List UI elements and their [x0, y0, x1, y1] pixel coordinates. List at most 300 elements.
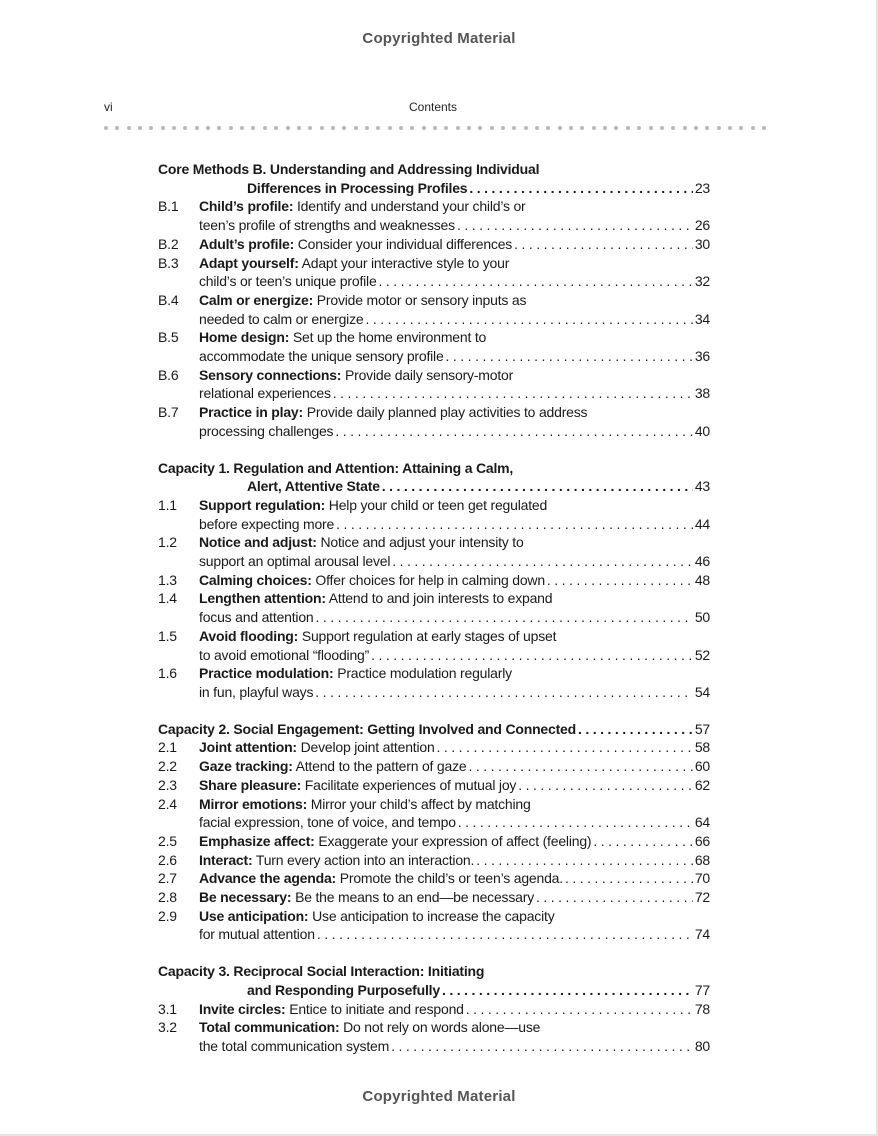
entry-line — [199, 347, 710, 366]
entry-number: B.4 — [158, 291, 179, 308]
rule-dot — [478, 126, 482, 130]
toc-entry — [158, 738, 710, 757]
rule-dot — [127, 126, 131, 130]
entry-body — [199, 1000, 710, 1019]
entry-text: teen’s profile of strengths and weaknesses — [199, 217, 455, 234]
entry-line-text — [199, 888, 534, 907]
dot-leader — [365, 310, 692, 329]
dot-leader — [379, 272, 693, 291]
rule-dot — [331, 126, 335, 130]
rule-dot — [195, 126, 199, 130]
entry-number: 2.1 — [158, 739, 177, 756]
page-ref: 70 — [694, 870, 710, 887]
page-ref: 68 — [694, 851, 710, 868]
entry-line — [199, 571, 710, 590]
entry-number: B.7 — [158, 404, 179, 421]
dot-leader — [518, 776, 693, 795]
entry-text: Notice and adjust your intensity to — [320, 534, 524, 551]
page-ref: 32 — [694, 273, 710, 290]
dot-leader — [536, 888, 693, 907]
entry-keyword: Calming choices: — [199, 571, 312, 588]
entry-line-text — [199, 738, 435, 757]
entry-body — [199, 776, 710, 795]
toc-entry — [158, 589, 710, 626]
entry-line — [199, 738, 710, 757]
entry-keyword: Total communication: — [199, 1019, 340, 1036]
entry-line — [199, 589, 710, 608]
entry-keyword: Be necessary: — [199, 889, 292, 906]
entry-number: 1.4 — [158, 590, 177, 607]
entry-text: Exaggerate your expression of affect (feeling) — [318, 832, 592, 849]
rule-dot — [535, 126, 539, 130]
dot-leader — [458, 813, 693, 832]
toc-entry — [158, 776, 710, 795]
page-ref: 23 — [694, 179, 710, 196]
entry-text: Mirror your child’s affect by matching — [310, 795, 531, 812]
rule-dot — [320, 126, 324, 130]
entry-line — [199, 1000, 710, 1019]
page-ref: 57 — [694, 720, 710, 737]
entry-line-text — [199, 1000, 464, 1019]
entry-text: Practice modulation regularly — [337, 665, 512, 682]
dot-leader — [336, 515, 693, 534]
entry-number: 3.1 — [158, 1000, 177, 1017]
entry-line — [199, 795, 710, 814]
entry-keyword: Calm or energize: — [199, 291, 314, 308]
copyright-watermark-bottom: Copyrighted Material — [362, 1088, 516, 1105]
rule-dot — [694, 126, 698, 130]
section-title: Capacity 2. Social Engagement: Getting Involved and Connected — [158, 720, 576, 737]
entry-body — [199, 757, 710, 776]
dot-leader — [565, 869, 693, 888]
rule-dot — [649, 126, 653, 130]
entry-line — [199, 851, 710, 870]
entry-text: relational experiences — [199, 385, 331, 402]
toc-section — [158, 962, 710, 1056]
entry-line — [199, 384, 710, 403]
entry-number: 2.4 — [158, 795, 177, 812]
page-ref: 50 — [694, 609, 710, 626]
entry-line — [199, 291, 710, 310]
entry-body — [199, 366, 710, 403]
section-title-row — [158, 981, 710, 1000]
entry-text: Help your child or teen get regulated — [328, 496, 548, 513]
rule-dot — [422, 126, 426, 130]
entry-keyword: Use anticipation: — [199, 907, 309, 924]
dot-leader — [333, 384, 693, 403]
entry-number: B.5 — [158, 329, 179, 346]
rule-dot — [603, 126, 607, 130]
entry-text: Identify and understand your child’s or — [296, 198, 526, 215]
entry-line — [199, 646, 710, 665]
entry-number: B.1 — [158, 198, 179, 215]
rule-dot — [217, 126, 221, 130]
page-ref: 80 — [694, 1037, 710, 1054]
rule-dot — [614, 126, 618, 130]
entry-text: for mutual attention — [199, 926, 315, 943]
entry-line — [199, 813, 710, 832]
toc-entry — [158, 235, 710, 254]
entry-number: 2.6 — [158, 851, 177, 868]
toc-entry — [158, 757, 710, 776]
rule-dot — [104, 126, 108, 130]
entry-line-text — [199, 851, 474, 870]
entry-line — [199, 515, 710, 534]
toc-entry — [158, 888, 710, 907]
entry-line — [199, 272, 710, 291]
page-ref: 43 — [694, 478, 710, 495]
entry-line — [199, 366, 710, 385]
rule-dot — [297, 126, 301, 130]
entry-body — [199, 795, 710, 832]
entry-text: Promote the child’s or teen’s agenda. — [339, 870, 563, 887]
page-ref: 30 — [694, 235, 710, 252]
entry-number: 1.1 — [158, 496, 177, 513]
page-ref: 60 — [694, 758, 710, 775]
copyright-watermark-top: Copyrighted Material — [362, 30, 516, 47]
entry-body — [199, 664, 710, 701]
dot-leader — [392, 552, 693, 571]
rule-dot — [286, 126, 290, 130]
entry-keyword: Avoid flooding: — [199, 627, 299, 644]
entry-line — [199, 403, 710, 422]
entry-line — [199, 496, 710, 515]
page-ref: 78 — [694, 1000, 710, 1017]
entry-line — [199, 197, 710, 216]
entry-number: 2.2 — [158, 758, 177, 775]
rule-dot — [433, 126, 437, 130]
rule-dot — [467, 126, 471, 130]
rule-dot — [558, 126, 562, 130]
entry-text: Attend to the pattern of gaze — [295, 758, 467, 775]
entry-body — [199, 832, 710, 851]
entry-text: Provide daily planned play activities to address — [306, 404, 588, 421]
entry-keyword: Share pleasure: — [199, 776, 302, 793]
entry-body — [199, 869, 710, 888]
entry-number: 2.3 — [158, 776, 177, 793]
rule-dot — [115, 126, 119, 130]
entry-line — [199, 1018, 710, 1037]
rule-dot — [501, 126, 505, 130]
entry-text: Attend to and join interests to expand — [328, 590, 553, 607]
entry-keyword: Home design: — [199, 329, 290, 346]
entry-text: Support regulation at early stages of upset — [301, 627, 557, 644]
entry-number: B.3 — [158, 254, 179, 271]
entry-text: Do not rely on words alone—use — [343, 1019, 541, 1036]
dot-leader — [437, 738, 693, 757]
dot-leader — [382, 477, 693, 496]
entry-line — [199, 216, 710, 235]
entry-text: Facilitate experiences of mutual joy — [304, 776, 517, 793]
entry-line — [199, 776, 710, 795]
entry-body — [199, 888, 710, 907]
rule-dot — [263, 126, 267, 130]
page-ref: 74 — [694, 926, 710, 943]
entry-body — [199, 851, 710, 870]
entry-body — [199, 235, 710, 254]
running-head: Contents — [408, 100, 458, 114]
entry-keyword: Interact: — [199, 851, 253, 868]
entry-body — [199, 738, 710, 757]
page-ref: 38 — [694, 385, 710, 402]
toc-section — [158, 720, 710, 944]
rule-dot — [762, 126, 766, 130]
entry-body — [199, 571, 710, 590]
entry-line — [199, 1037, 710, 1056]
entry-text: Provide daily sensory-motor — [344, 366, 514, 383]
page-ref: 62 — [694, 776, 710, 793]
table-of-contents — [158, 160, 710, 1074]
dot-leader — [442, 981, 693, 1000]
toc-section — [158, 160, 710, 441]
entry-keyword: Practice in play: — [199, 404, 303, 421]
entry-line — [199, 235, 710, 254]
entry-body — [199, 533, 710, 570]
rule-dot — [376, 126, 380, 130]
entry-number: 2.7 — [158, 870, 177, 887]
dot-leader — [476, 851, 693, 870]
entry-number: 1.3 — [158, 571, 177, 588]
entry-keyword: Mirror emotions: — [199, 795, 308, 812]
dot-leader — [446, 347, 693, 366]
section-title-row — [158, 720, 710, 739]
entry-keyword: Gaze tracking: — [199, 758, 293, 775]
toc-section — [158, 459, 710, 702]
section-title: and Responding Purposefully — [247, 981, 440, 998]
entry-text: Be the means to an end—be necessary — [295, 889, 534, 906]
dot-leader — [335, 422, 692, 441]
section-title: Core Methods B. Understanding and Addressing Individual — [158, 161, 540, 177]
rule-dot — [388, 126, 392, 130]
entry-line-text — [199, 757, 467, 776]
entry-text: child’s or teen’s unique profile — [199, 273, 377, 290]
entry-line — [199, 832, 710, 851]
entry-line — [199, 627, 710, 646]
rule-dot — [490, 126, 494, 130]
rule-dot — [671, 126, 675, 130]
page-ref: 54 — [694, 683, 710, 700]
page-ref: 40 — [694, 422, 710, 439]
entry-body — [199, 403, 710, 440]
entry-text: accommodate the unique sensory profile — [199, 348, 444, 365]
rule-dot — [728, 126, 732, 130]
dot-leader — [316, 608, 693, 627]
section-title: Capacity 3. Reciprocal Social Interaction: Initiating — [158, 963, 485, 980]
rule-dot — [637, 126, 641, 130]
entry-number: 1.2 — [158, 534, 177, 551]
entry-line — [199, 533, 710, 552]
rule-dot — [251, 126, 255, 130]
section-title: Differences in Processing Profiles — [247, 179, 468, 196]
entry-keyword: Practice modulation: — [199, 665, 334, 682]
dotted-rule — [104, 126, 766, 136]
entry-line — [199, 552, 710, 571]
toc-entry — [158, 496, 710, 533]
rule-dot — [229, 126, 233, 130]
toc-entry — [158, 851, 710, 870]
entry-line — [199, 310, 710, 329]
toc-entry — [158, 664, 710, 701]
page-ref: 44 — [694, 515, 710, 532]
page-ref: 46 — [694, 553, 710, 570]
entry-line-text — [199, 869, 563, 888]
rule-dot — [274, 126, 278, 130]
toc-entry — [158, 907, 710, 944]
entry-text: Provide motor or sensory inputs as — [316, 291, 527, 308]
dot-leader — [315, 683, 693, 702]
entry-line — [199, 757, 710, 776]
entry-text: focus and attention — [199, 609, 314, 626]
rule-dot — [444, 126, 448, 130]
rule-dot — [206, 126, 210, 130]
entry-text: facial expression, tone of voice, and tempo — [199, 814, 456, 831]
entry-text: the total communication system — [199, 1037, 390, 1054]
page-ref: 48 — [694, 571, 710, 588]
entry-text: Entice to initiate and respond — [289, 1000, 464, 1017]
entry-keyword: Sensory connections: — [199, 366, 342, 383]
entry-number: 3.2 — [158, 1019, 177, 1036]
entry-line-text — [199, 235, 512, 254]
entry-keyword: Notice and adjust: — [199, 534, 317, 551]
entry-body — [199, 1018, 710, 1055]
entry-body — [199, 291, 710, 328]
entry-number: 1.6 — [158, 665, 177, 682]
entry-body — [199, 907, 710, 944]
rule-dot — [161, 126, 165, 130]
rule-dot — [342, 126, 346, 130]
page-number: vi — [104, 100, 113, 114]
entry-number: B.2 — [158, 235, 179, 252]
page-ref: 26 — [694, 217, 710, 234]
toc-entry — [158, 533, 710, 570]
rule-dot — [308, 126, 312, 130]
entry-keyword: Advance the agenda: — [199, 870, 337, 887]
entry-line — [199, 254, 710, 273]
toc-entry — [158, 627, 710, 664]
rule-dot — [399, 126, 403, 130]
entry-body — [199, 496, 710, 533]
rule-dot — [660, 126, 664, 130]
rule-dot — [410, 126, 414, 130]
entry-keyword: Child’s profile: — [199, 198, 294, 215]
section-title: Capacity 1. Regulation and Attention: Attaining a Calm, — [158, 459, 514, 476]
dot-leader — [469, 757, 693, 776]
entry-line — [199, 869, 710, 888]
entry-line — [199, 907, 710, 926]
rule-dot — [739, 126, 743, 130]
rule-dot — [546, 126, 550, 130]
entry-body — [199, 328, 710, 365]
page-ref: 72 — [694, 889, 710, 906]
entry-text: processing challenges — [199, 422, 334, 439]
page-ref: 58 — [694, 739, 710, 756]
dot-leader — [469, 179, 692, 198]
rule-dot — [183, 126, 187, 130]
entry-line-text — [199, 832, 591, 851]
entry-line-text — [199, 571, 545, 590]
dot-leader — [466, 1000, 693, 1019]
toc-entry — [158, 832, 710, 851]
entry-line — [199, 925, 710, 944]
toc-entry — [158, 291, 710, 328]
toc-entry — [158, 869, 710, 888]
rule-dot — [751, 126, 755, 130]
toc-entry — [158, 328, 710, 365]
rule-dot — [138, 126, 142, 130]
entry-keyword: Adapt yourself: — [199, 254, 299, 271]
rule-dot — [626, 126, 630, 130]
entry-line — [199, 328, 710, 347]
toc-entry — [158, 795, 710, 832]
entry-text: Set up the home environment to — [292, 329, 487, 346]
rule-dot — [524, 126, 528, 130]
page-ref: 64 — [694, 814, 710, 831]
entry-text: Turn every action into an interaction. — [255, 851, 475, 868]
entry-keyword: Adult’s profile: — [199, 235, 295, 252]
rule-dot — [683, 126, 687, 130]
rule-dot — [354, 126, 358, 130]
page-ref: 36 — [694, 348, 710, 365]
entry-number: 1.5 — [158, 627, 177, 644]
dot-leader — [457, 216, 693, 235]
toc-entry — [158, 571, 710, 590]
entry-text: Adapt your interactive style to your — [301, 254, 510, 271]
entry-line — [199, 422, 710, 441]
section-title: Alert, Attentive State — [247, 478, 380, 495]
toc-entry — [158, 403, 710, 440]
entry-body — [199, 254, 710, 291]
entry-line — [199, 608, 710, 627]
dot-leader — [578, 720, 693, 739]
entry-keyword: Joint attention: — [199, 739, 297, 756]
page-ref: 77 — [694, 981, 710, 998]
rule-dot — [580, 126, 584, 130]
entry-text: Develop joint attention — [300, 739, 435, 756]
entry-keyword: Support regulation: — [199, 496, 326, 513]
rule-dot — [149, 126, 153, 130]
toc-entry — [158, 366, 710, 403]
toc-entry — [158, 1000, 710, 1019]
entry-number: 2.9 — [158, 907, 177, 924]
section-title-row — [158, 179, 710, 198]
entry-text: Consider your individual differences — [297, 235, 513, 252]
rule-dot — [717, 126, 721, 130]
entry-text: Use anticipation to increase the capacity — [312, 907, 555, 924]
entry-line — [199, 664, 710, 683]
page-ref: 34 — [694, 310, 710, 327]
entry-text: Offer choices for help in calming down — [315, 571, 545, 588]
dot-leader — [593, 832, 692, 851]
toc-entry — [158, 197, 710, 234]
toc-entry — [158, 254, 710, 291]
entry-line-text — [199, 776, 516, 795]
entry-keyword: Lengthen attention: — [199, 590, 326, 607]
rule-dot — [569, 126, 573, 130]
rule-dot — [172, 126, 176, 130]
entry-text: to avoid emotional “flooding” — [199, 646, 370, 663]
entry-line — [199, 888, 710, 907]
entry-text: support an optimal arousal level — [199, 553, 391, 570]
dot-leader — [317, 925, 693, 944]
rule-dot — [456, 126, 460, 130]
entry-line — [199, 683, 710, 702]
entry-body — [199, 589, 710, 626]
page-ref: 66 — [694, 832, 710, 849]
page-ref: 52 — [694, 646, 710, 663]
entry-text: needed to calm or energize — [199, 310, 364, 327]
dot-leader — [371, 646, 693, 665]
rule-dot — [512, 126, 516, 130]
